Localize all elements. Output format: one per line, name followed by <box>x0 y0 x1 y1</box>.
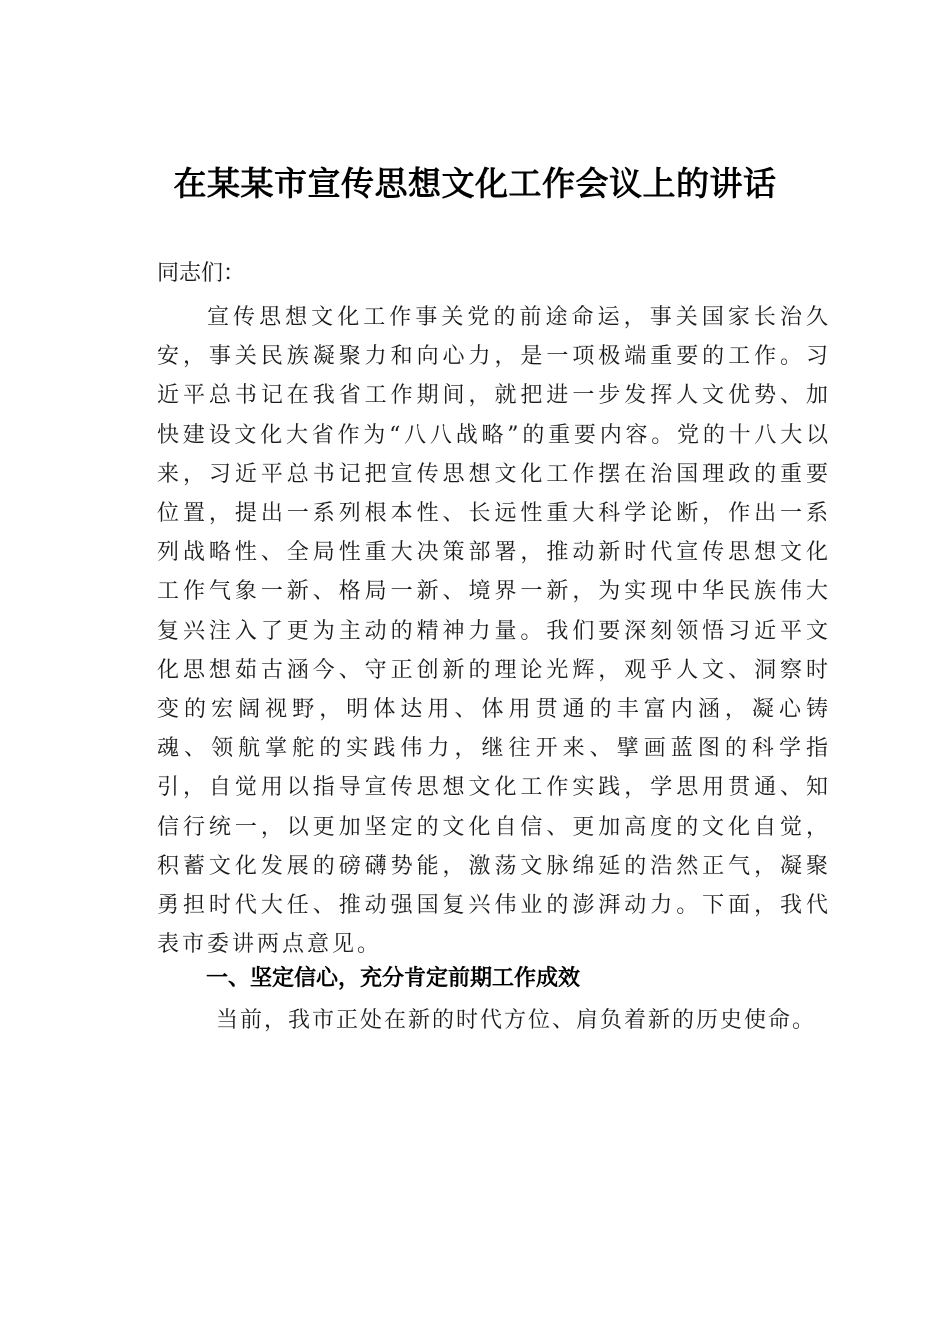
section-heading: 一、坚定信心，充分肯定前期工作成效 <box>206 966 581 991</box>
salutation: 同志们： <box>157 261 246 286</box>
body-paragraph: 宣传思想文化工作事关党的前途命运，事关国家长治久安，事关民族凝聚力和向心力，是一项极端重要的工作。习近平总书记在我省工作期间，就把进一步发挥人文优势、加快建设文化大省作为“八八战略”的重要内容。党的十八大以来，习近平总书记把宣传思想文化工作摆在治国理政的重要位置，提出一系列根本性、长远性重大科学论断，作出一系列战略性、全局性重大决策部署，推动新时代宣传思想文化工作气象一新、格局一新、境界一新，为实现中华民族伟大复兴注入了更为主动的精神力量。我们要深刻领悟习近平文化思想茹古涵今、守正创新的理论光辉，观乎人文、洞察时变的宏阔视野，明体达用、体用贯通的丰富内涵，凝心铸魂、领航掌舵的实践伟力，继往开来、擘画蓝图的科学指引，自觉用以指导宣传思想文化工作实践，学思用贯通、知信行统一，以更加坚定的文化自信、更加高度的文化自觉，积蓄文化发展的磅礴势能，激荡文脉绵延的浩然正气，凝聚勇担时代大任、推动强国复兴伟业的澎湃动力。下面，我代表市委讲两点意见。 <box>157 305 831 958</box>
section-paragraph: 当前，我市正处在新的时代方位、肩负着新的历史使命。 <box>216 1008 817 1033</box>
document-title: 在某某市宣传思想文化工作会议上的讲话 <box>173 164 777 203</box>
